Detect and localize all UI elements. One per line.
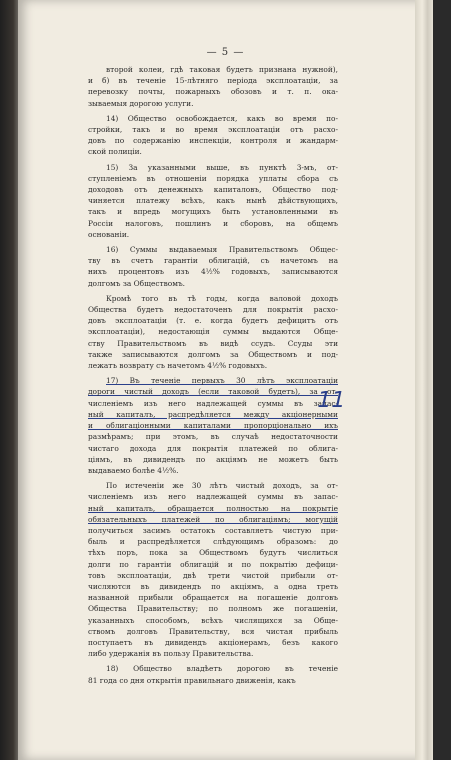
text-line: чистаго дохода для покрытія платежей по облига- [88,443,338,453]
text-line: 15) За указанными выше, въ пунктѣ 3-мъ, от- [106,162,338,172]
text-line: выдаваемо болѣе 4½%. [88,465,179,475]
text-line: По истеченіи же 30 лѣтъ чистый доходъ, за от- [106,481,338,491]
text-line: эксплоатаціи), недостающія суммы выдаются Обще- [88,327,338,337]
text-line: указанныхъ способомъ, всѣхъ числящихся за Обще- [88,615,338,625]
text-line: стройки, такъ и во время эксплоатаціи отъ расхо- [88,125,338,135]
text-line: ской полиціи. [88,147,142,157]
text-line: Общества Правительству; по полномъ же погашеніи, [88,604,338,614]
text-line: ступленіемъ въ отношеніи порядка уплаты сбора съ [88,173,338,183]
handwritten-margin-note: 11 [314,388,348,413]
text-line: тѣхъ поръ, пока за Обществомъ будутъ числиться [88,548,338,558]
text-line: лежатъ возврату съ начетомъ 4½% годовыхъ. [88,361,268,371]
text-line: зываемыя дорогою услуги. [88,98,194,108]
text-line: довъ эксплоатаціи (т. е. когда будетъ дефицитъ отъ [88,316,338,326]
text-line: и б) въ теченіе 15-лѣтняго періода эксплоатаціи, за [88,76,338,86]
paragraph [70,64,338,109]
text-line: доходовъ отъ денежныхъ капиталовъ, Общество под- [88,185,338,195]
text-line: такъ и впредь могущихъ быть установленными въ [88,207,338,217]
text-line: размѣрамъ; при этомъ, въ случаѣ недостаточности [88,432,338,442]
paragraph [70,293,338,371]
page-edge [415,0,433,760]
text-line: числяются въ дивидендъ по акціямъ, а одна треть [88,581,338,591]
text-line: ный капиталъ, распредѣляется между акціонерными [88,409,338,419]
text-line: получиться засимъ остатокъ составляетъ чистую при- [88,525,338,535]
text-line: Россіи налоговъ, пошлинъ и сборовъ, на общемъ [88,218,338,228]
text-line: обязательныхъ платежей по облигаціямъ; могущій [88,514,338,524]
paragraph [70,375,338,476]
text-line: второй колеи, гдѣ таковая будетъ признана нужной), [106,65,338,74]
text-line: нихъ процентовъ изъ 4½% годовыхъ, записываются [88,267,338,277]
text-line: ству Правительствомъ въ видѣ ссудъ. Ссуды эти [88,338,338,348]
text-line: и облигаціонными капиталами пропорціонально ихъ [88,421,338,431]
text-line: Кромѣ того въ тѣ годы, когда валовой доходъ [106,293,338,303]
text-line: товъ эксплоатаціи, двѣ трети чистой прибыли от- [88,570,338,580]
text-line: 81 года со дня открытія правильнаго движенія, какъ [88,675,296,685]
text-line: названной прибыли обращается на погашеніе долговъ [88,593,338,603]
body-text [70,64,338,690]
text-line: тву въ счетъ гарантіи облигацій, съ начетомъ на [88,256,338,266]
text-line: либо удержанія въ пользу Правительства. [88,649,254,659]
page-number: — 5 — [206,47,245,58]
text-line: дороги чистый доходъ (если таковой будетъ), за от- [88,387,338,397]
text-line: поступаетъ въ дивидендъ акціонерамъ, безъ какого [88,637,338,647]
text-line: 17) Въ теченіе первыхъ 30 лѣтъ эксплоатаціи [106,376,338,386]
paragraph [70,480,338,659]
text-line: основаніи. [88,229,130,239]
text-line: ный капиталъ, обращается полностью на покрытіе [88,503,338,513]
text-line: быль и распредѣляется слѣдующимъ образомъ: до [88,537,338,547]
text-line: ціямъ, въ дивидендъ по акціямъ не можетъ быть [88,454,338,464]
text-line: 18) Общество владѣетъ дорогою въ теченіе [106,664,338,674]
text-line: ствомъ долговъ Правительству, вся чистая прибыль [88,626,338,636]
paragraph [70,113,338,158]
text-line: также записываются долгомъ за Обществомъ и под- [88,349,338,359]
paragraph [70,162,338,240]
text-line: перевозку почты, пожарныхъ обозовъ и т. п. ока- [88,87,338,97]
text-line: 14) Общество освобождается, какъ во время по- [106,113,338,123]
text-line: долгомъ за Обществомъ. [88,278,185,288]
paragraph [70,244,338,289]
text-line: Общества будетъ недостаточенъ для покрытія расхо- [88,305,338,315]
text-line: 16) Суммы выдаваемыя Правительствомъ Общес- [106,245,338,255]
text-line: довъ по содержанію инспекціи, контроля и жандарм- [88,136,338,146]
text-line: численіемъ изъ него надлежащей суммы въ запас- [88,492,338,502]
text-line: численіемъ изъ него надлежащей суммы въ запас- [88,398,338,408]
paragraph [70,663,338,685]
text-line: чиняется платежу всѣхъ, какъ нынѣ дѣйствующихъ, [88,196,338,206]
text-line: долги по гарантіи облигацій и по покрытію дефици- [88,559,338,569]
